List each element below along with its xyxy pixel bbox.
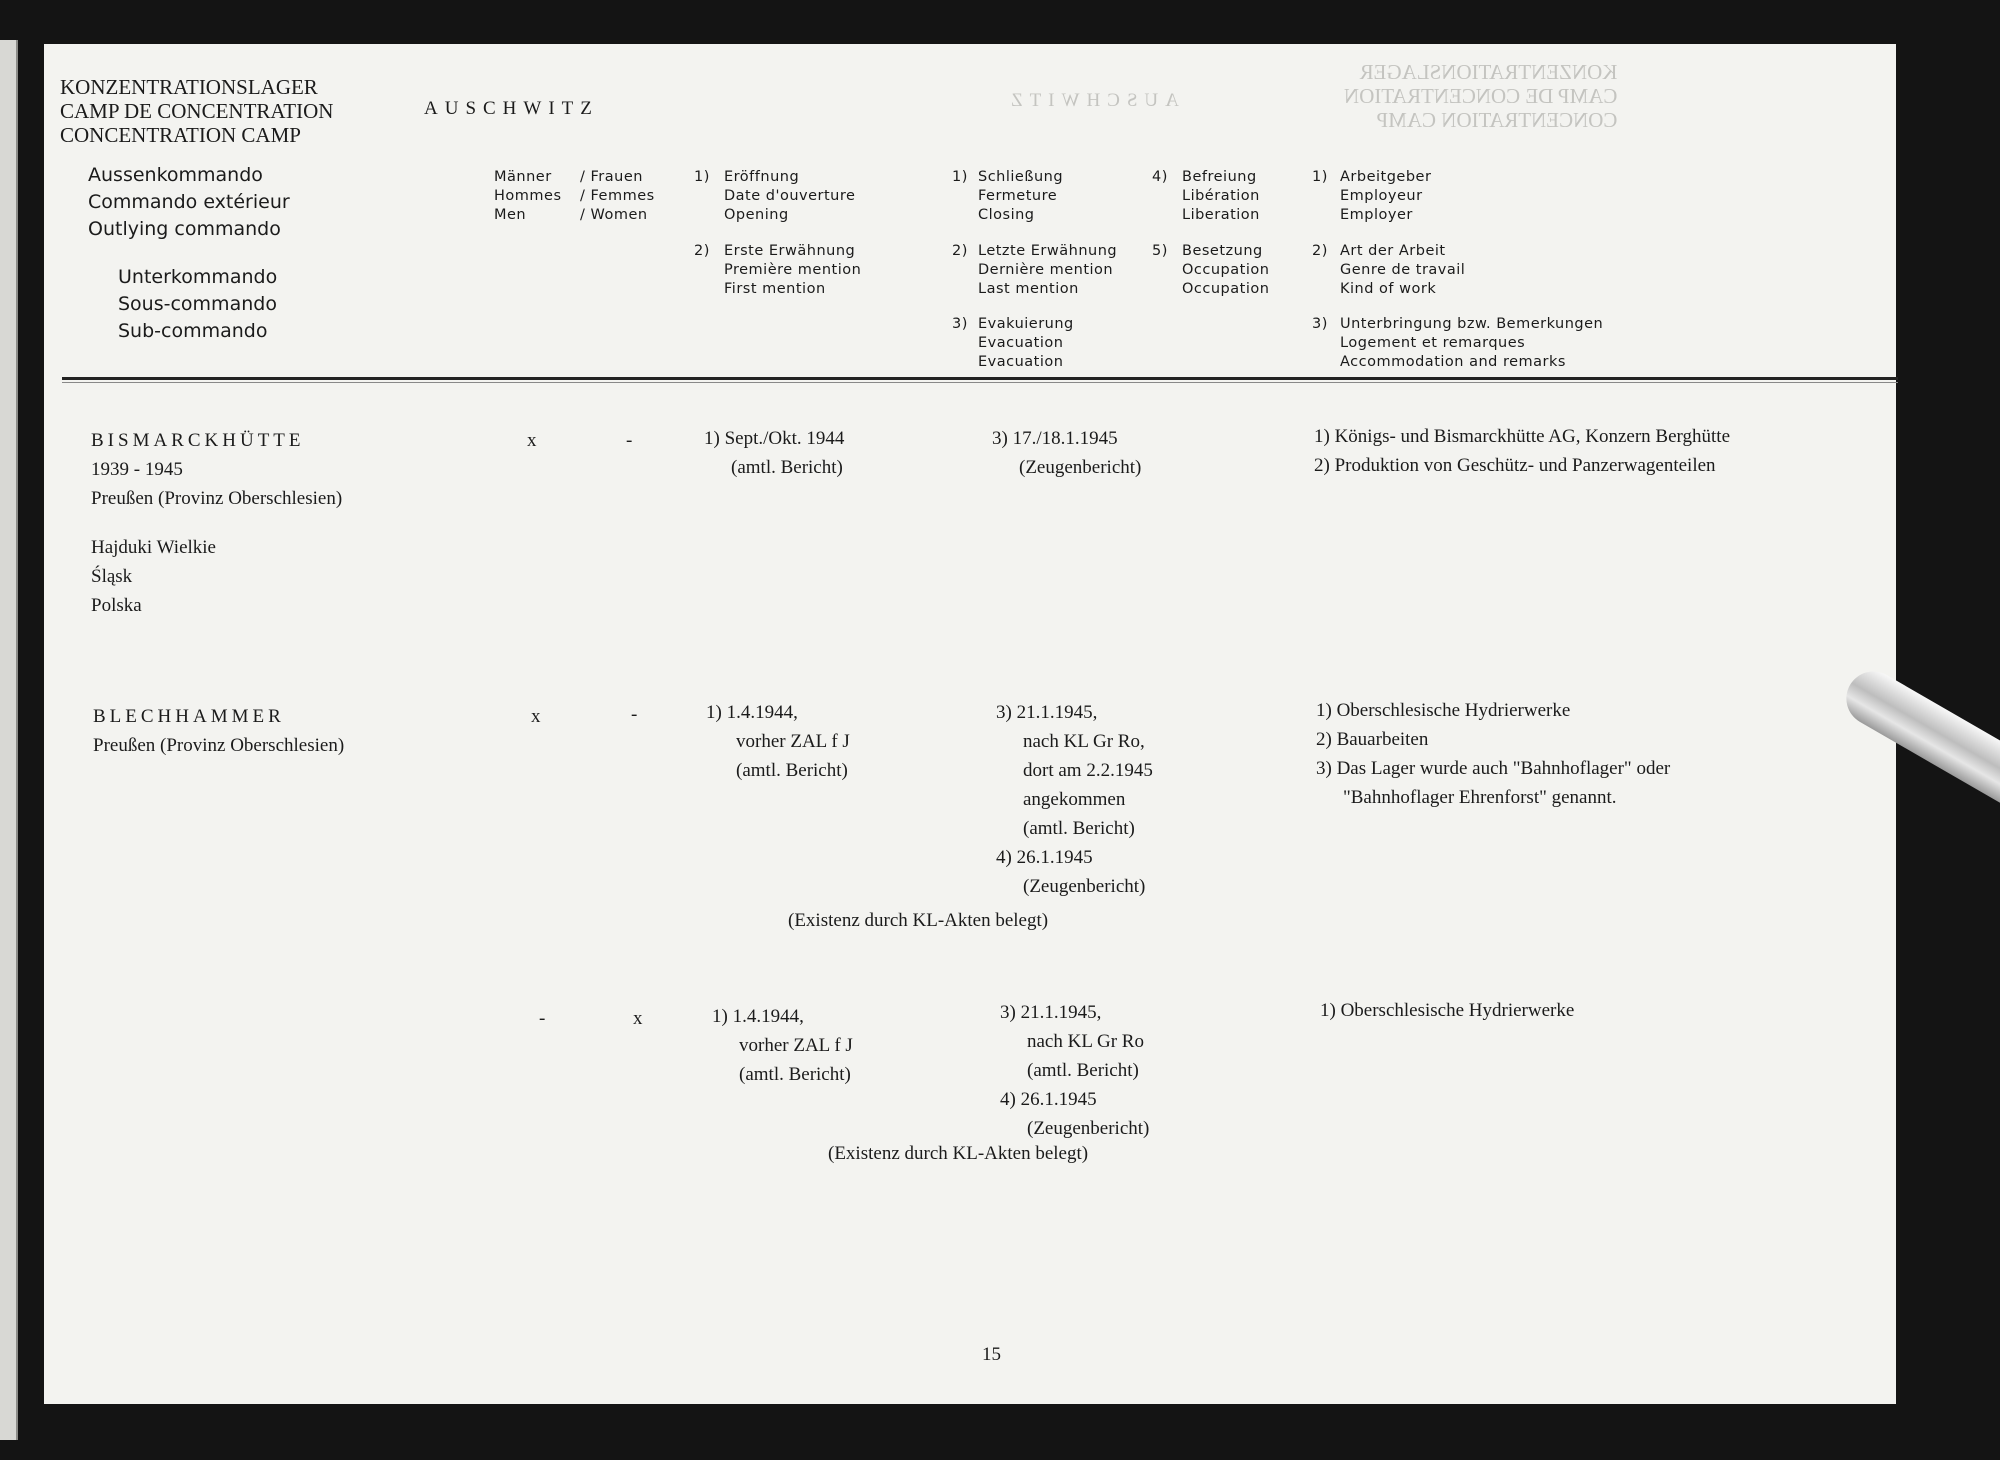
col-first-num: 2) <box>694 243 710 259</box>
col-last: Letzte Erwähnung Dernière mention Last mention <box>978 243 1118 297</box>
camp-label-block <box>60 75 333 147</box>
entry-place: BISMARCKHÜTTE 1939 - 1945 Preußen (Provinz Oberschlesien) Hajduki Wielkie Śląsk Polska <box>91 426 342 620</box>
entry-note: (Existenz durch KL-Akten belegt) <box>828 1143 1089 1164</box>
camp-name: AUSCHWITZ <box>424 98 599 119</box>
col-sex-women: / Frauen / Femmes / Women <box>580 169 655 223</box>
bleed-through-header: KONZENTRATIONSLAGER CAMP DE CONCENTRATION CONCENTRATION CAMP <box>1344 60 1618 132</box>
col-closing-num: 1) <box>952 169 968 185</box>
entry-name: BISMARCKHÜTTE <box>91 430 305 451</box>
col-employer-num: 1) <box>1312 169 1328 185</box>
entry-women-mark: x <box>633 1008 643 1029</box>
camp-label-de: KONZENTRATIONSLAGER <box>60 75 318 99</box>
entry-opening: 1) 1.4.1944, vorher ZAL f J (amtl. Bericht) <box>712 1006 853 1085</box>
header-rule-thin <box>62 382 1898 383</box>
col-closing: Schließung Fermeture Closing <box>978 169 1064 223</box>
entry-women-mark: - <box>631 704 638 725</box>
entry-women-mark: - <box>626 430 633 451</box>
entry-opening: 1) Sept./Okt. 1944 (amtl. Bericht) <box>704 428 845 478</box>
col-opening-num: 1) <box>694 169 710 185</box>
col-evac-num: 3) <box>952 316 968 332</box>
bleed-through-camp: AUSCHWITZ <box>1004 90 1179 111</box>
col-occupation-num: 5) <box>1152 243 1168 259</box>
entry-remarks: 1) Königs- und Bismarckhütte AG, Konzern Berghütte 2) Produktion von Geschütz- und Panzerwagenteilen <box>1314 426 1730 476</box>
aussenkommando-labels: Aussenkommando Commando extérieur Outlying commando <box>88 164 290 240</box>
col-liberation: Befreiung Libération Liberation <box>1182 169 1260 223</box>
camp-label-en: CONCENTRATION CAMP <box>60 123 301 147</box>
col-employer: Arbeitgeber Employeur Employer <box>1340 169 1432 223</box>
unterkommando-labels: Unterkommando Sous-commando Sub-commando <box>118 266 278 342</box>
header-rule <box>62 377 1898 380</box>
entry-note: (Existenz durch KL-Akten belegt) <box>788 910 1049 931</box>
col-sex-men: Männer Hommes Men <box>494 169 562 223</box>
entry-men-mark: x <box>531 706 541 727</box>
col-liberation-num: 4) <box>1152 169 1168 185</box>
page-number: 15 <box>982 1344 1001 1365</box>
entry-remarks: 1) Oberschlesische Hydrierwerke 2) Bauarbeiten 3) Das Lager wurde auch "Bahnhoflager" oder "Bahnhoflager Ehrenforst" genannt. <box>1316 700 1671 808</box>
col-last-num: 2) <box>952 243 968 259</box>
entry-closing: 3) 17./18.1.1945 (Zeugenbericht) <box>992 428 1142 478</box>
spine-edge <box>16 40 18 1440</box>
col-remarks: Unterbringung bzw. Bemerkungen Logement et remarques Accommodation and remarks <box>1340 316 1604 370</box>
entry-closing: 3) 21.1.1945, nach KL Gr Ro (amtl. Bericht) 4) 26.1.1945 (Zeugenbericht) <box>1000 1002 1150 1139</box>
entry-closing: 3) 21.1.1945, nach KL Gr Ro, dort am 2.2.1945 angekommen (amtl. Bericht) 4) 26.1.1945 (Zeugenbericht) <box>996 702 1153 897</box>
col-opening: Eröffnung Date d'ouverture Opening <box>724 169 856 223</box>
camp-label-fr: CAMP DE CONCENTRATION <box>60 99 334 123</box>
book-spine <box>0 40 16 1440</box>
entry-remarks: 1) Oberschlesische Hydrierwerke <box>1320 1000 1575 1021</box>
entry-men-mark: x <box>527 430 537 451</box>
document-page <box>44 44 1896 1404</box>
col-work: Art der Arbeit Genre de travail Kind of work <box>1340 243 1466 297</box>
entry-place: BLECHHAMMER Preußen (Provinz Oberschlesien) <box>93 702 344 760</box>
col-occupation: Besetzung Occupation Occupation <box>1182 243 1270 297</box>
col-first: Erste Erwähnung Première mention First mention <box>724 243 862 297</box>
entry-men-mark: - <box>539 1008 546 1029</box>
entry-opening: 1) 1.4.1944, vorher ZAL f J (amtl. Bericht) <box>706 702 850 781</box>
entry-name: BLECHHAMMER <box>93 706 285 727</box>
col-work-num: 2) <box>1312 243 1328 259</box>
col-remarks-num: 3) <box>1312 316 1328 332</box>
col-evac: Evakuierung Evacuation Evacuation <box>978 316 1074 370</box>
